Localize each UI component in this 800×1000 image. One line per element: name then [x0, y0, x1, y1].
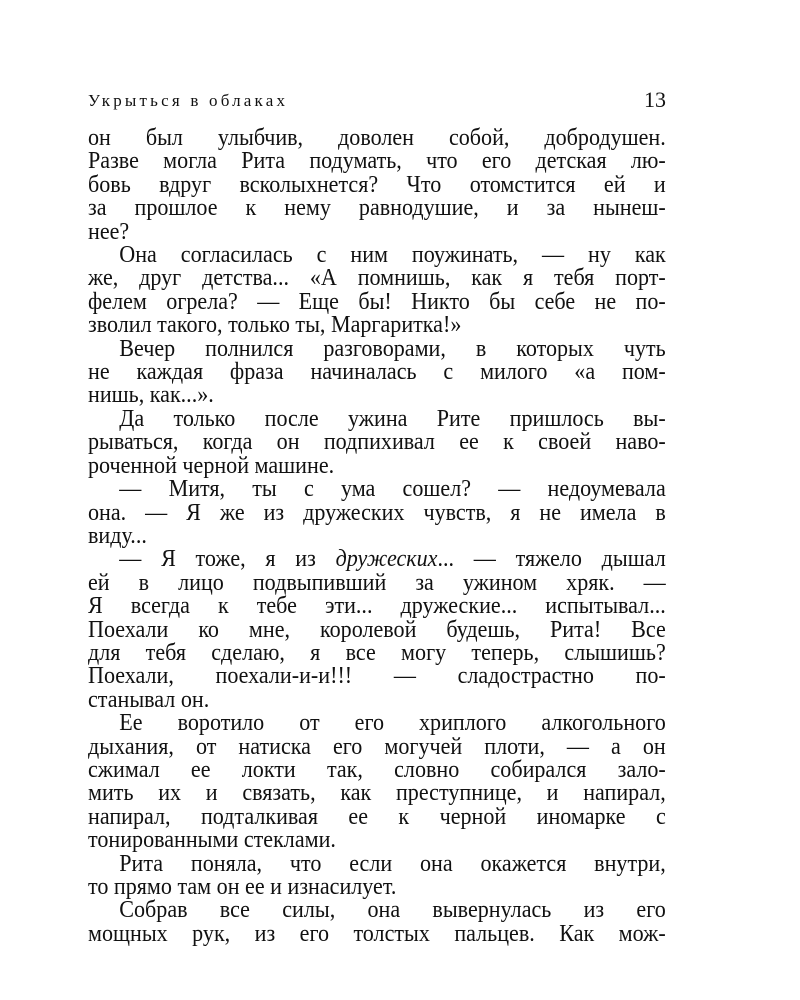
text-line: Она согласилась с ним поужинать, — ну как: [119, 242, 666, 269]
emphasized-word: дружеских: [335, 546, 438, 573]
page-number: 13: [644, 87, 666, 112]
text-line: за прошлое к нему равнодушие, и за нынеш-: [88, 195, 666, 222]
text-line: дыхания, от натиска его могучей плоти, — а он: [88, 733, 666, 760]
text-line: Поехали ко мне, королевой будешь, Рита! Все: [88, 616, 666, 643]
text-line: Вечер полнился разговорами, в которых чуть: [119, 335, 666, 362]
paragraph: [88, 127, 666, 244]
text-line: Рита поняла, что если она окажется внутри,: [119, 850, 666, 877]
body-text: [88, 127, 666, 946]
paragraph: [88, 478, 666, 548]
text-line: [88, 548, 666, 571]
running-title: Укрыться в облаках: [88, 91, 289, 110]
paragraph: [88, 548, 666, 712]
text-run: — Я тоже, я из: [119, 546, 336, 573]
text-line: мощных рук, из его толстых пальцев. Как мож-: [88, 920, 666, 947]
text-line: зволил такого, только ты, Маргаритка!»: [88, 312, 462, 339]
paragraph: [88, 850, 666, 900]
text-line: Я всегда к тебе эти... дружеские... испытывал...: [88, 593, 666, 620]
text-line: Да только после ужина Рите пришлось вы-: [119, 405, 666, 432]
text-line: фелем огрела? — Еще бы! Никто бы себе не по-: [88, 288, 666, 315]
text-line: нишь, как...».: [88, 382, 214, 409]
text-line: же, друг детства... «А помнишь, как я тебя порт-: [88, 265, 666, 292]
text-line: то прямо там он ее и изнасилует.: [88, 874, 397, 900]
paragraph: [88, 405, 666, 479]
text-line: для тебя сделаю, я все могу теперь, слышишь?: [88, 639, 666, 666]
text-line: сжимал ее локти так, словно собирался зало-: [88, 756, 666, 783]
paragraph: [88, 335, 666, 409]
text-line: — Митя, ты с ума сошел? — недоумевала: [119, 476, 666, 503]
paragraph: [88, 712, 666, 852]
paragraph: [88, 244, 666, 338]
text-line: рываться, когда он подпихивал ее к своей наво-: [88, 429, 666, 456]
text-line: Ее воротило от его хриплого алкогольного: [119, 710, 666, 737]
text-line: роченной черной машине.: [88, 452, 335, 479]
text-line: напирал, подталкивая ее к черной иномарке с: [88, 803, 666, 830]
text-line: Собрав все силы, она вывернулась из его: [119, 897, 666, 924]
running-header: [88, 87, 666, 116]
text-line: станывал он.: [88, 686, 210, 713]
text-line: виду...: [88, 522, 147, 549]
text-line: она. — Я же из дружеских чувств, я не имела в: [88, 499, 666, 526]
text-run: ... — тяжело дышал: [437, 546, 666, 573]
text-line: Разве могла Рита подумать, что его детская лю-: [88, 148, 666, 175]
text-line: мить их и связать, как преступнице, и напирал,: [88, 780, 666, 807]
text-line: бовь вдруг всколыхнется? Что отомстится ей и: [88, 171, 666, 198]
text-line: он был улыбчив, доволен собой, добродушен.: [88, 125, 666, 151]
text-line: нее?: [88, 218, 130, 245]
paragraph: [88, 899, 666, 946]
text-line: тонированными стеклами.: [88, 827, 336, 854]
text-line: Поехали, поехали-и-и!!! — сладострастно по-: [88, 663, 666, 690]
text-line: ей в лицо подвыпивший за ужином хряк. —: [88, 569, 666, 596]
text-line: не каждая фраза начиналась с милого «а пом-: [88, 359, 666, 386]
